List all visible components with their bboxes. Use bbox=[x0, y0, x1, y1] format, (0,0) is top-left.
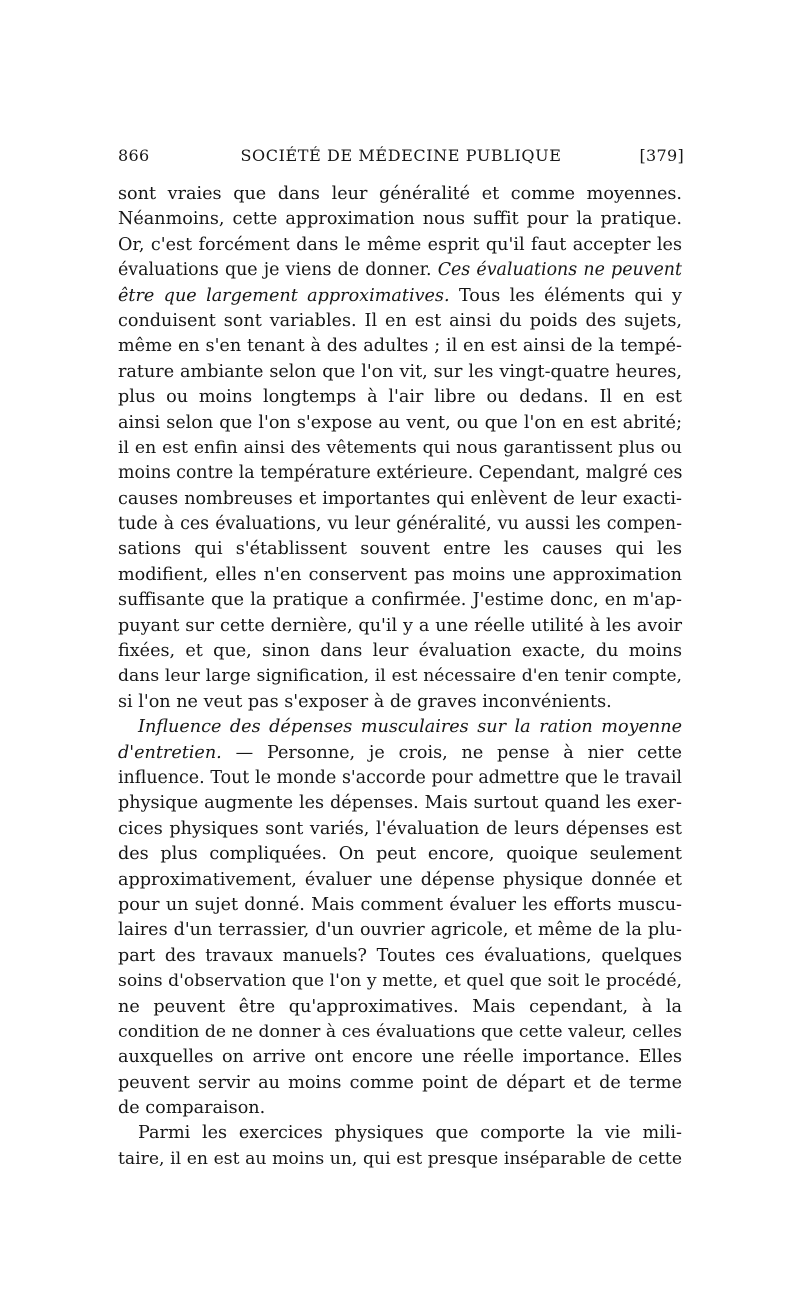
paragraph-start-line: Parmi les exercices physiques que comporte la vie mili- bbox=[138, 1123, 682, 1144]
text-line: rature ambiante selon que l'on vit, sur les vingt-quatre heures, bbox=[118, 361, 682, 382]
text-line: auxquelles on arrive ont encore une réelle importance. Elles bbox=[118, 1047, 682, 1068]
text-line: sont vraies que dans leur généralité et comme moyennes. bbox=[118, 184, 682, 204]
paragraph-end-line: si l'on ne veut pas s'exposer à de graves inconvénients. bbox=[118, 691, 612, 712]
text-line: modifient, elles n'en conservent pas moins une approximation bbox=[118, 564, 682, 585]
text-line: cices physiques sont variés, l'évaluation de leurs dépenses est bbox=[118, 818, 682, 839]
text-line: conduisent sont variables. Il en est ainsi du poids des sujets, bbox=[118, 310, 682, 331]
text-line: part des travaux manuels? Toutes ces évaluations, quelques bbox=[118, 945, 682, 966]
bracket-page-number: [379] bbox=[639, 146, 684, 165]
text-line: fixées, et que, sinon dans leur évaluation exacte, du moins bbox=[118, 641, 682, 662]
text-line: plus ou moins longtemps à l'air libre ou dedans. Il en est bbox=[118, 387, 682, 408]
section-heading-line: Influence des dépenses musculaires sur la ration moyenne bbox=[138, 717, 682, 738]
text-line: ainsi selon que l'on s'expose au vent, ou que l'on en est abrité; bbox=[118, 412, 682, 433]
text-line: soins d'observation que l'on y mette, et quel que soit le procédé, bbox=[118, 971, 682, 992]
text-line: évaluations que je viens de donner. Ces évaluations ne peuvent bbox=[118, 260, 682, 281]
text-line: tude à ces évaluations, vu leur généralité, vu aussi les compen- bbox=[118, 514, 682, 535]
text-line: approximativement, évaluer une dépense physique donnée et bbox=[118, 869, 682, 890]
text-line: causes nombreuses et importantes qui enlèvent de leur exacti- bbox=[118, 488, 682, 509]
text-line: physique augmente les dépenses. Mais surtout quand les exer- bbox=[118, 793, 682, 814]
text-line: moins contre la température extérieure. Cependant, malgré ces bbox=[118, 463, 683, 484]
text-line: condition de ne donner à ces évaluations que cette valeur, celles bbox=[118, 1021, 682, 1042]
text-line: même en s'en tenant à des adultes ; il en est ainsi de la tempé- bbox=[118, 336, 682, 357]
text-line: sations qui s'établissent souvent entre les causes qui les bbox=[118, 539, 682, 560]
text-line: Or, c'est forcément dans le même esprit qu'il faut accepter les bbox=[118, 234, 682, 255]
text-line: suffisante que la pratique a confirmée. J'estime donc, en m'ap- bbox=[118, 590, 682, 611]
text-line: influence. Tout le monde s'accorde pour admettre que le travail bbox=[118, 767, 682, 788]
text-line: d'entretien. — Personne, je crois, ne pense à nier cette bbox=[118, 742, 682, 763]
text-line: Néanmoins, cette approximation nous suffit pour la pratique. bbox=[118, 209, 682, 230]
text-line: taire, il en est au moins un, qui est presque inséparable de cette bbox=[118, 1148, 682, 1169]
running-header bbox=[118, 146, 684, 174]
text-line: pour un sujet donné. Mais comment évaluer les efforts muscu- bbox=[118, 894, 682, 915]
body-text bbox=[118, 182, 682, 1172]
text-line: puyant sur cette dernière, qu'il y a une réelle utilité à les avoir bbox=[118, 615, 682, 636]
header-title: SOCIÉTÉ DE MÉDECINE PUBLIQUE bbox=[240, 146, 562, 165]
text-line: il en est enfin ainsi des vêtements qui nous garantissent plus ou bbox=[118, 437, 682, 458]
text-line: ne peuvent être qu'approximatives. Mais cependant, à la bbox=[118, 996, 682, 1017]
text-line: être que largement approximatives. Tous les éléments qui y bbox=[118, 285, 682, 306]
paragraph-end-line: de comparaison. bbox=[118, 1098, 266, 1119]
text-line: des plus compliquées. On peut encore, quoique seulement bbox=[118, 844, 682, 865]
text-line: dans leur large signification, il est nécessaire d'en tenir compte, bbox=[118, 666, 682, 687]
page-number: 866 bbox=[118, 146, 150, 165]
text-line: peuvent servir au moins comme point de départ et de terme bbox=[118, 1072, 682, 1093]
text-line: laires d'un terrassier, d'un ouvrier agricole, et même de la plu- bbox=[118, 920, 682, 941]
